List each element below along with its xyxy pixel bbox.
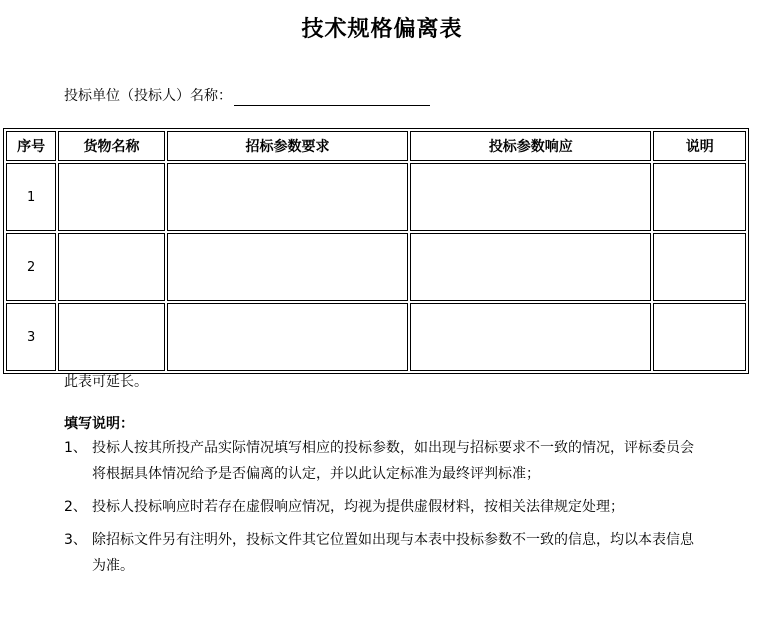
instruction-number: 3、 [64, 532, 87, 548]
header-tender-requirements: 招标参数要求 [167, 131, 408, 161]
header-goods-name: 货物名称 [58, 131, 165, 161]
table-row [6, 163, 746, 231]
header-index: 序号 [6, 131, 56, 161]
cell-index: 3 [6, 303, 56, 371]
cell-goods-name [58, 233, 165, 301]
instruction-item [64, 527, 704, 579]
cell-bid-response [410, 233, 651, 301]
instruction-text: 除招标文件另有注明外，投标文件其它位置如出现与本表中投标参数不一致的信息，均以本表信息为准。 [92, 532, 694, 574]
table-extension-note: 此表可延长。 [64, 374, 148, 390]
table-header-row [6, 131, 746, 161]
cell-tender-requirements [167, 303, 408, 371]
cell-index: 2 [6, 233, 56, 301]
instruction-item [64, 435, 704, 487]
cell-goods-name [58, 163, 165, 231]
instruction-number: 2、 [64, 499, 87, 515]
table-row [6, 233, 746, 301]
cell-tender-requirements [167, 163, 408, 231]
cell-remarks [653, 163, 746, 231]
cell-goods-name [58, 303, 165, 371]
bidder-name-line [64, 86, 430, 106]
bidder-name-blank [234, 91, 430, 106]
cell-bid-response [410, 303, 651, 371]
header-remarks: 说明 [653, 131, 746, 161]
document-title: 技术规格偏离表 [301, 17, 463, 42]
table-row [6, 303, 746, 371]
instruction-text: 投标人投标响应时若存在虚假响应情况，均视为提供虚假材料，按相关法律规定处理； [92, 499, 624, 515]
cell-remarks [653, 303, 746, 371]
instructions-section [64, 414, 704, 579]
instruction-text: 投标人按其所投产品实际情况填写相应的投标参数，如出现与招标要求不一致的情况，评标委员会将根据具体情况给予是否偏离的认定，并以此认定标准为最终评判标准； [92, 440, 694, 482]
instruction-number: 1、 [64, 440, 87, 456]
instruction-item [64, 494, 704, 520]
bidder-name-label: 投标单位（投标人）名称： [64, 88, 232, 104]
header-bid-response: 投标参数响应 [410, 131, 651, 161]
cell-index: 1 [6, 163, 56, 231]
cell-tender-requirements [167, 233, 408, 301]
deviation-table-container [3, 128, 749, 374]
instructions-heading: 填写说明： [64, 416, 134, 432]
cell-bid-response [410, 163, 651, 231]
deviation-table [3, 128, 749, 374]
cell-remarks [653, 233, 746, 301]
